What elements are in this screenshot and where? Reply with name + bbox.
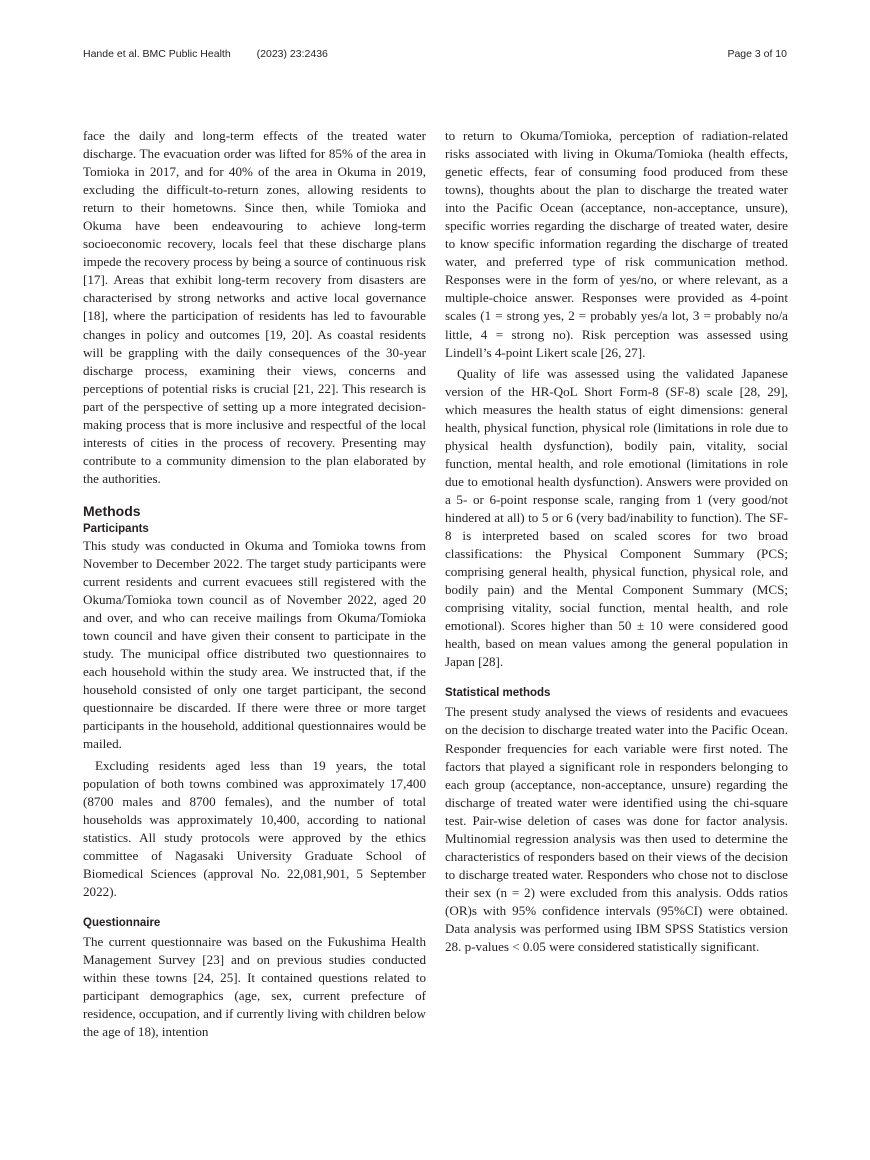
statistical-methods-paragraph: The present study analysed the views of residents and evacuees on the decision to discharge treated water into the Pacific Ocean. Responder frequencies for each variable were first noted. The factors that played a significant role in responders belonging to each group (acceptance, non-acceptance, unsure) regarding the discharge of treated water were identified using the chi-square test. Pair-wise deletion of cases was done for factor analysis. Multinomial regression analysis was then used to determine the characteristics of responders based on their views of the decision to discharge treated water. Responders who chose not to disclose their sex (n = 2) were excluded from this analysis. Odds ratios (OR)s with 95% confidence intervals (95%CI) were obtained. Data analysis was performed using IBM SPSS Statistics version 28. p-values < 0.05 were considered statistically significant. [445, 704, 788, 955]
intro-paragraph: face the daily and long-term effects of the treated water discharge. The evacuation order was lifted for 85% of the area in Tomioka in 2017, and for 40% of the area in Okuma in 2019, excluding the difficult-to-return zones, allowing residents to return to their hometowns. Since then, while Tomioka and Okuma have been endeavouring to achieve long-term socioeconomic recovery, locals feel that these discharge plans impede the recovery process by being a source of continuous risk [17]. Areas that exhibit long-term recovery from disasters are characterised by strong networks and active local governance [18], where the participation of residents has led to favourable changes in policy and outcomes [19, 20]. As coastal residents will be grappling with the daily consequences of the 30-year discharge process, examining their views, concerns and perceptions of potential risks is crucial [21, 22]. This research is part of the perspective of setting up a more integrated decision-making process that is more inclusive and respectful of the local interests of cities in the process of recovery. Presenting may contribute to a community dimension to the plan elaborated by the authorities. [83, 128, 426, 486]
participants-paragraph-1: This study was conducted in Okuma and Tomioka towns from November to December 2022. The target study participants were current residents and current evacuees still registered with the Okuma/Tomioka town council as of November 2022, aged 20 and over, and who can receive mailings from Okuma/Tomioka town council and have given their consent to participate in the study. The municipal office distributed two questionnaires to each household within the study area. We instructed that, if the household consisted of only one target participant, the second questionnaire be discarded. If there were three or more target participants in the household, additional questionnaires would be mailed. [83, 537, 426, 752]
right-column [445, 127, 788, 956]
running-head-citation: (2023) 23:2436 [256, 48, 328, 60]
quality-of-life-paragraph: Quality of life was assessed using the validated Japanese version of the HR-QoL Short Form-8 (SF-8) scale [28, 29], which measures the health status of eight dimensions: general health, physical function, physical role (limitations in role due to physical health dysfunction), bodily pain, vitality, social function, mental health, and role emotional (limitations in role due to emotional health dysfunction). Answers were provided on a 5- or 6-point response scale, ranging from 1 (very good/not hindered at all) to 5 or 6 (very bad/inability to function). The SF-8 is interpreted based on scaled scores for two broad classifications: the Physical Component Summary (PCS; comprising general health, physical function, physical role, and bodily pain) and the Mental Component Summary (MCS; comprising vitality, social function, mental health, and role emotional). Scores higher than 50 ± 10 were considered good health, based on mean values among the general population in Japan [28]. [445, 365, 788, 670]
statistical-methods-heading: Statistical methods [445, 687, 551, 700]
running-head [83, 48, 328, 60]
questionnaire-paragraph: The current questionnaire was based on the Fukushima Health Management Survey [23] and on previous studies conducted within these towns [24, 25]. It contained questions related to participant demographics (age, sex, current prefecture of residence, occupation, and if currently living with children below the age of 18), intention [83, 933, 426, 1040]
page-number: Page 3 of 10 [727, 48, 787, 60]
page-header [83, 48, 787, 66]
methods-heading: Methods [83, 502, 141, 519]
running-head-authors: Hande et al. BMC Public Health [83, 48, 231, 60]
participants-paragraph-2: Excluding residents aged less than 19 years, the total population of both towns combined was approximately 17,400 (8700 males and 8700 females), and the number of total households was approximately 10,400, according to national statistics. All study protocols were approved by the ethics committee of Nagasaki University Graduate School of Biomedical Sciences (approval No. 22,081,901, 5 September 2022). [83, 757, 426, 899]
participants-heading: Participants [83, 522, 149, 535]
questionnaire-heading: Questionnaire [83, 916, 161, 929]
questionnaire-paragraph-continued: to return to Okuma/Tomioka, perception of radiation-related risks associated with living in Okuma/Tomioka (health effects, genetic effects, fear of consuming food produced from these towns), thoughts about the plan to discharge the treated water into the Pacific Ocean (acceptance, non-acceptance, unsure), specific worries regarding the discharge of treated water, desire to know specific information regarding the discharge of treated water, and preferred type of risk communication method. Responses were in the form of yes/no, or where relevant, as a multiple-choice answer. Responses were provided as 4-point scales (1 = strong yes, 2 = probably yes/a lot, 3 = probably no/a little, 4 = strong no). Risk perception was assessed using Lindell’s 4-point Likert scale [26, 27]. [445, 128, 788, 360]
left-column [83, 127, 426, 1041]
